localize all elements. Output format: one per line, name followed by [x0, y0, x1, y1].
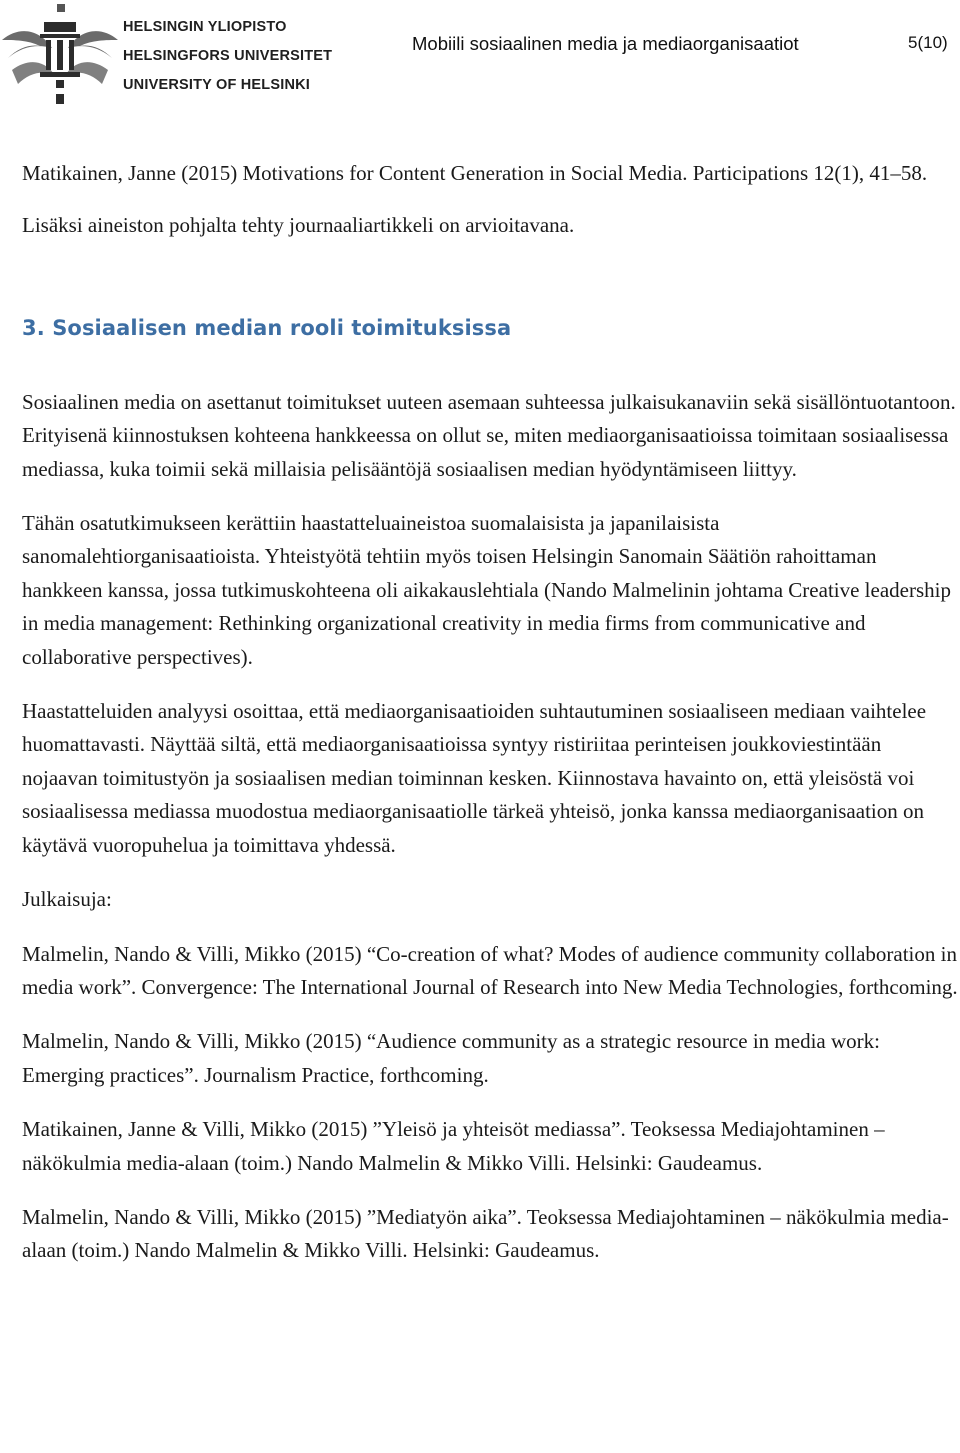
logo-line-sv: HELSINGFORS UNIVERSITET	[123, 48, 333, 64]
note-paragraph: Lisäksi aineiston pohjalta tehty journaaliartikkeli on arvioitavana.	[22, 213, 575, 238]
publication-2: Malmelin, Nando & Villi, Mikko (2015) “Audience community as a strategic resource in media work: Emerging practices”. Journalism Practice, forthcoming.	[22, 1029, 880, 1087]
paragraph-3: Haastatteluiden analyysi osoittaa, että mediaorganisaatioiden suhtautuminen sosiaaliseen mediaan vaihtelee huomattavasti. Näyttää siltä, että mediaorganisaatioissa syntyy ristiriitaa perinteisen joukkoviestintään nojaavan toimitustyön ja sosiaalisen median toiminnan kesken. Kiinnostava havainto on, että yleisöstä voi sosiaalisessa mediassa muodostua mediaorganisaatiolle tärkeä yhteisö, jonka kanssa mediaorganisaation on käytävä vuoropuhelua ja toimittava yhdessä.	[22, 699, 927, 857]
document-title: Mobiili sosiaalinen media ja mediaorganisaatiot	[412, 33, 799, 54]
logo-line-en: UNIVERSITY OF HELSINKI	[123, 77, 311, 93]
publication-3: Matikainen, Janne & Villi, Mikko (2015) ”Yleisö ja yhteisöt mediassa”. Teoksessa Mediajohtaminen – näkökulmia media-alaan (toim.) Nando Malmelin & Mikko Villi. Helsinki: Gaudeamus.	[22, 1117, 885, 1175]
reference-previous: Matikainen, Janne (2015) Motivations for Content Generation in Social Media. Participations 12(1), 41–58.	[22, 161, 928, 185]
university-logo	[0, 0, 333, 115]
publication-4: Malmelin, Nando & Villi, Mikko (2015) ”Mediatyön aika”. Teoksessa Mediajohtaminen – näkökulmia media-alaan (toim.) Nando Malmelin & Mikko Villi. Helsinki: Gaudeamus.	[22, 1204, 949, 1263]
publications-label: Julkaisuja:	[22, 887, 112, 912]
paragraph-1: Sosiaalinen media on asettanut toimitukset uuteen asemaan suhteessa julkaisukanaviin sekä sisällöntuotantoon. Erityisenä kiinnostuksen kohteena hankkeessa on ollut se, miten mediaorganisaatioissa toimitaan sosiaalisessa mediassa, kuka toimii sekä millaisia pelisääntöjä sosiaalisen median hyödyntämiseen liittyy.	[22, 389, 956, 481]
logo-line-fi: HELSINGIN YLIOPISTO	[123, 19, 287, 35]
publication-1: Malmelin, Nando & Villi, Mikko (2015) “Co-creation of what? Modes of audience community collaboration in media work”. Convergence: The International Journal of Research into New Media Technologies, forthcoming.	[22, 941, 958, 999]
page-number: 5(10)	[908, 33, 948, 52]
university-dome-icon	[0, 0, 120, 112]
section-heading: 3. Sosiaalisen median rooli toimituksissa	[22, 315, 512, 340]
page-header	[0, 0, 960, 120]
paragraph-2: Tähän osatutkimukseen kerättiin haastatteluaineistoa suomalaisista ja japanilaisista sanomalehtiorganisaatioista. Yhteistyötä tehtiin myös toisen Helsingin Sanomain Säätiön rahoittaman hankkeen kanssa, jossa tutkimuskohteena oli aikakauslehtiala (Nando Malmelinin johtama Creative leadership in media management: Rethinking organizational creativity in media firms from communicative and collaborative perspectives).	[22, 511, 951, 669]
document-body	[22, 157, 958, 1268]
